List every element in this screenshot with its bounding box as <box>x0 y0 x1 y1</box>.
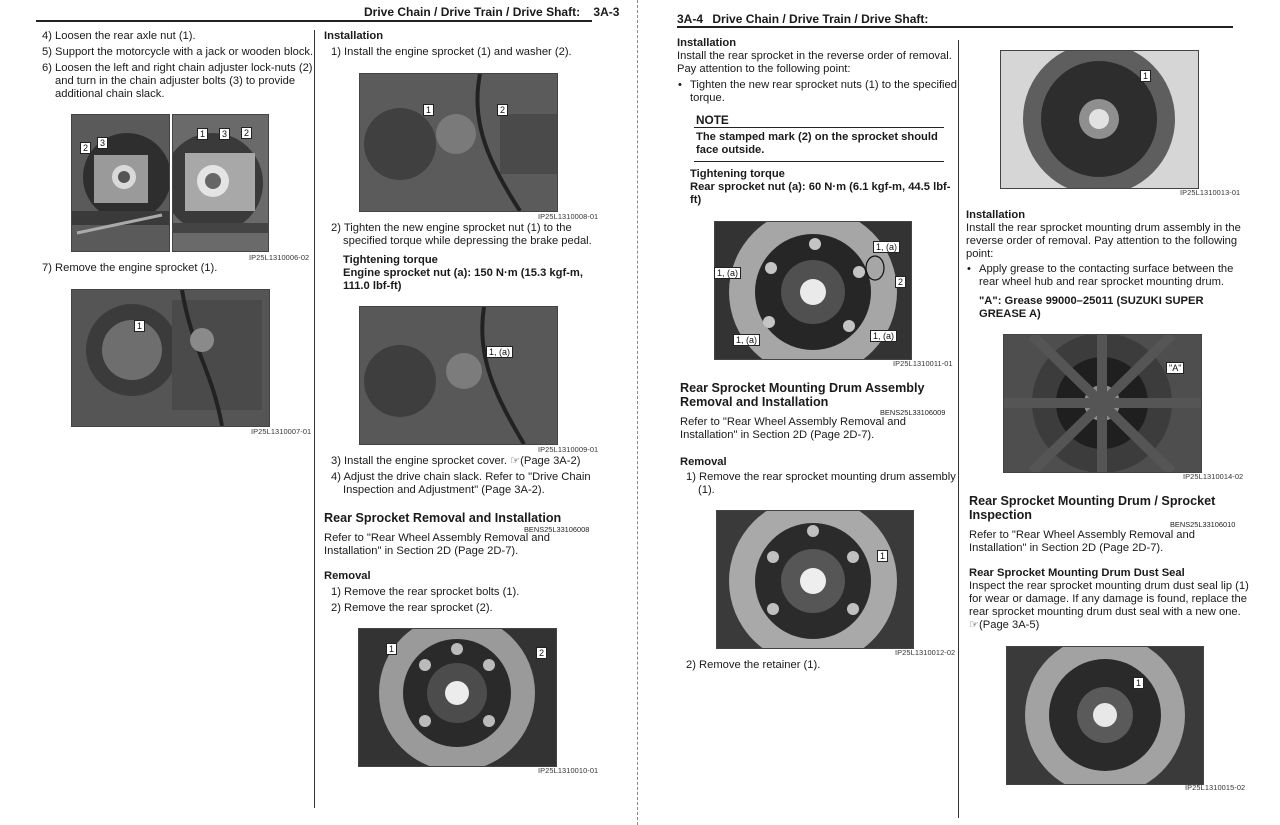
inspection-section-code: BENS25L33106010 <box>1170 520 1236 529</box>
step-5: 5) Support the motorcycle with a jack or wooden block. <box>42 46 314 58</box>
note-title: NOTE <box>696 113 729 127</box>
seal-line1: Inspect the rear sprocket mounting drum dust seal lip (1) <box>969 580 1249 592</box>
retainer-photo <box>1000 50 1199 189</box>
inst-step-2-line1: 2) Tighten the new engine sprocket nut (1) to the <box>331 222 572 234</box>
right-page-header <box>677 12 928 26</box>
rs-bullet-marker: • <box>678 79 682 91</box>
drum-rem-step1-line2: (1). <box>698 484 715 496</box>
rs-bullet-line1: Tighten the new rear sprocket nuts (1) to the specified <box>690 79 957 91</box>
right-header-rule <box>677 26 1233 28</box>
engine-sprocket-photo <box>71 289 270 427</box>
img8-callout-1: 1 <box>1140 70 1151 82</box>
torque-line1: Engine sprocket nut (a): 150 N·m (15.3 kgf-m, <box>343 267 583 279</box>
inspection-title-line1: Rear Sprocket Mounting Drum / Sprocket <box>969 494 1216 508</box>
img10-callout-1: 1 <box>1133 677 1144 689</box>
inst-step-2-line2: specified torque while depressing the brake pedal. <box>343 235 592 247</box>
drum-ref-line1: Refer to "Rear Wheel Assembly Removal and <box>680 416 906 428</box>
drum-bullet-line1: Apply grease to the contacting surface between the <box>979 263 1234 275</box>
img6-callout-2: 2 <box>895 276 906 288</box>
img5-callout-1: 1 <box>386 643 397 655</box>
rs-installation-title: Installation <box>677 37 737 49</box>
wheel-hub-grease-photo <box>1003 334 1202 473</box>
note-line1: The stamped mark (2) on the sprocket should <box>696 131 938 143</box>
img1-callout-3a: 3 <box>97 137 108 149</box>
img8-code: IP25L1310013-01 <box>1180 188 1241 197</box>
img6-code: IP25L1310011-01 <box>893 359 953 368</box>
drum-inst-line3: point: <box>966 248 994 260</box>
img10-code: IP25L1310015-02 <box>1185 783 1246 792</box>
step-6-line3: additional chain slack. <box>55 88 165 100</box>
img6-callout-1a-left: 1, (a) <box>714 267 741 279</box>
note-line2: face outside. <box>696 144 765 156</box>
inspection-title-line2: Inspection <box>969 508 1032 522</box>
rs-inst-line2: Pay attention to the following point: <box>677 63 851 75</box>
axle-adjuster-photo-left <box>71 114 170 252</box>
drum-section-code: BENS25L33106009 <box>880 408 946 417</box>
left-header-rule <box>36 20 592 22</box>
inst-step-1: 1) Install the engine sprocket (1) and washer (2). <box>331 46 572 58</box>
img3-callout-2: 2 <box>497 104 508 116</box>
img1-callout-2a: 2 <box>80 142 91 154</box>
drum-inst-line1: Install the rear sprocket mounting drum assembly in the <box>966 222 1241 234</box>
right-header-title: Drive Chain / Drive Train / Drive Shaft: <box>712 12 929 26</box>
drum-rem-step1-line1: 1) Remove the rear sprocket mounting drum assembly <box>686 471 956 483</box>
grease-line2: GREASE A) <box>979 308 1041 320</box>
drum-removal-title: Removal <box>680 456 727 468</box>
seal-line4: ☞(Page 3A-5) <box>969 619 1040 631</box>
dust-seal-photo <box>1006 646 1204 785</box>
right-column-divider <box>958 40 959 818</box>
drum-section-title-line2: Removal and Installation <box>680 395 829 409</box>
engine-sprocket-nut-photo <box>359 306 558 445</box>
seal-line3: rear sprocket mounting drum dust seal with a new one. <box>969 606 1241 618</box>
img1-code: IP25L1310006-02 <box>249 253 310 262</box>
img1-callout-1: 1 <box>197 128 208 140</box>
installation-title: Installation <box>324 30 384 42</box>
seal-line2: for wear or damage. If any damage is found, replace the <box>969 593 1247 605</box>
rear-sprocket-section-code: BENS25L33106008 <box>524 525 590 534</box>
inst-step-4-line2: Inspection and Adjustment" (Page 3A-2). <box>343 484 545 496</box>
drum-bullet-line2: rear wheel hub and rear sprocket mounting drum. <box>979 276 1225 288</box>
img4-code: IP25L1310009-01 <box>538 445 599 454</box>
rear-sprocket-section-title: Rear Sprocket Removal and Installation <box>324 511 562 525</box>
drum-installation-title: Installation <box>966 209 1026 221</box>
engine-sprocket-install-photo <box>359 73 558 212</box>
drum-ref-line2: Installation" in Section 2D (Page 2D-7). <box>680 429 875 441</box>
img9-callout-a: "A" <box>1166 362 1184 374</box>
step-6-line1: 6) Loosen the left and right chain adjuster lock-nuts (2) <box>42 62 313 74</box>
drum-section-title-line1: Rear Sprocket Mounting Drum Assembly <box>680 381 925 395</box>
torque-line2: 111.0 lbf-ft) <box>343 280 402 292</box>
drum-bullet-marker: • <box>967 263 971 275</box>
inspection-ref-line2: Installation" in Section 2D (Page 2D-7). <box>969 542 1164 554</box>
left-header-title: Drive Chain / Drive Train / Drive Shaft: <box>364 5 581 19</box>
img5-code: IP25L1310010-01 <box>538 766 599 775</box>
left-page-header <box>364 5 619 19</box>
rs-bullet-line2: torque. <box>690 92 725 104</box>
drum-rem-step2: 2) Remove the retainer (1). <box>686 659 821 671</box>
rear-sprocket-ref-line2: Installation" in Section 2D (Page 2D-7). <box>324 545 519 557</box>
img3-callout-1: 1 <box>423 104 434 116</box>
inspection-ref-line1: Refer to "Rear Wheel Assembly Removal and <box>969 529 1195 541</box>
img6-callout-1a-bl: 1, (a) <box>733 334 760 346</box>
img9-code: IP25L1310014-02 <box>1183 472 1244 481</box>
inst-step-3: 3) Install the engine sprocket cover. ☞(Page 3A-2) <box>331 455 581 467</box>
img2-callout-1: 1 <box>134 320 145 332</box>
drum-inst-line2: reverse order of removal. Pay attention to the following <box>966 235 1238 247</box>
img2-code: IP25L1310007-01 <box>251 427 312 436</box>
inst-step-4-line1: 4) Adjust the drive chain slack. Refer to "Drive Chain <box>331 471 591 483</box>
note-top-rule <box>694 127 944 128</box>
rem-step-1: 1) Remove the rear sprocket bolts (1). <box>331 586 520 598</box>
step-7: 7) Remove the engine sprocket (1). <box>42 262 218 274</box>
rs-torque-line2: ft) <box>690 194 702 206</box>
img6-callout-1a-right: 1, (a) <box>873 241 900 253</box>
img1-callout-3b: 3 <box>219 128 230 140</box>
img3-code: IP25L1310008-01 <box>538 212 599 221</box>
seal-title: Rear Sprocket Mounting Drum Dust Seal <box>969 567 1185 579</box>
img1-callout-2b: 2 <box>241 127 252 139</box>
removal-title: Removal <box>324 570 371 582</box>
img6-callout-1a-br: 1, (a) <box>870 330 897 342</box>
img5-callout-2: 2 <box>536 647 547 659</box>
img7-code: IP25L1310012-02 <box>895 648 956 657</box>
drum-assembly-photo <box>716 510 914 649</box>
note-bottom-rule <box>694 161 944 162</box>
img4-callout-1a: 1, (a) <box>486 346 513 358</box>
step-6-line2: and turn in the chain adjuster bolts (3) to provide <box>55 75 296 87</box>
rs-torque-line1: Rear sprocket nut (a): 60 N·m (6.1 kgf-m, 44.5 lbf- <box>690 181 951 193</box>
rs-inst-line1: Install the rear sprocket in the reverse order of removal. <box>677 50 952 62</box>
rem-step-2: 2) Remove the rear sprocket (2). <box>331 602 493 614</box>
left-column-divider <box>314 30 315 808</box>
img7-callout-1: 1 <box>877 550 888 562</box>
grease-line1: "A": Grease 99000–25011 (SUZUKI SUPER <box>979 295 1204 307</box>
rs-torque-title: Tightening torque <box>690 168 785 180</box>
right-page-number: 3A-4 <box>677 12 704 26</box>
rear-sprocket-ref-line1: Refer to "Rear Wheel Assembly Removal and <box>324 532 550 544</box>
left-page-number: 3A-3 <box>593 5 620 19</box>
step-4: 4) Loosen the rear axle nut (1). <box>42 30 196 42</box>
page-gutter <box>637 0 638 825</box>
torque-title: Tightening torque <box>343 254 438 266</box>
